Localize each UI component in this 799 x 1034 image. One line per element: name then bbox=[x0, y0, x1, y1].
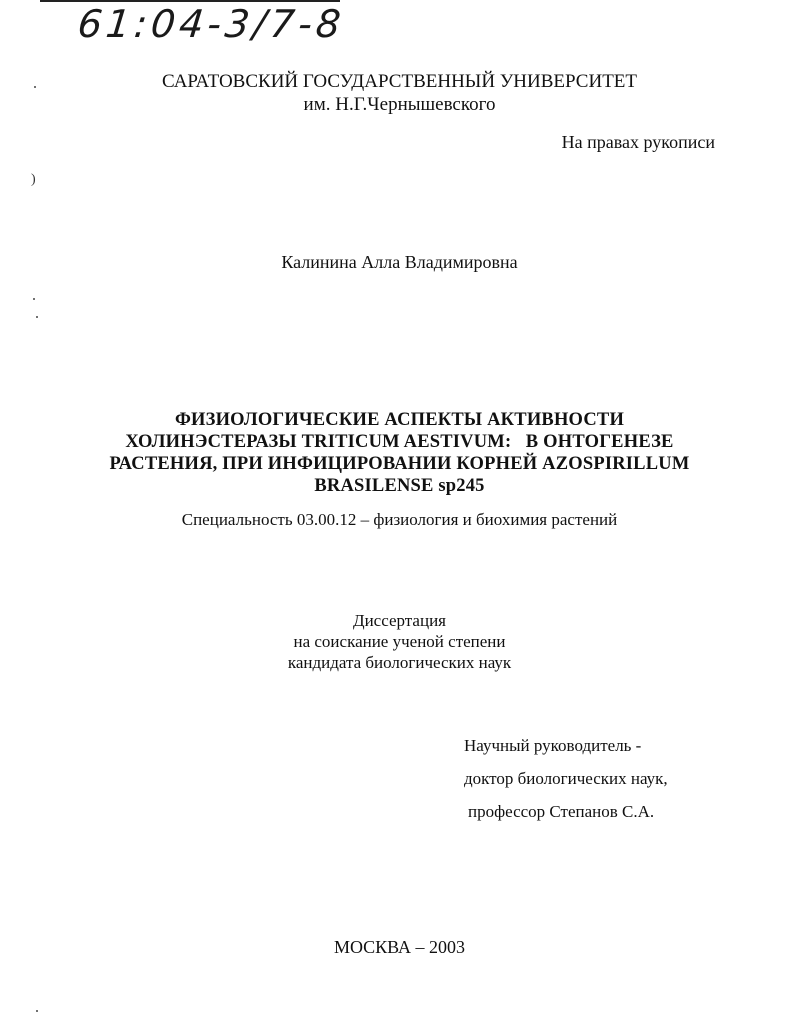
catalog-number: 61:04-3/7-8 bbox=[75, 2, 347, 46]
city-year: МОСКВА – 2003 bbox=[333, 937, 466, 957]
author-name: Калинина Алла Владимировна bbox=[281, 252, 518, 272]
institution-name: САРАТОВСКИЙ ГОСУДАРСТВЕННЫЙ УНИВЕРСИТЕТ bbox=[161, 71, 638, 92]
supervisor-role: Научный руководитель - bbox=[464, 736, 642, 755]
institution-named-after: им. Н.Г.Чернышевского bbox=[303, 94, 496, 115]
supervisor-name: профессор Степанов С.А. bbox=[468, 802, 655, 821]
title-line: ФИЗИОЛОГИЧЕСКИЕ АСПЕКТЫ АКТИВНОСТИ bbox=[174, 410, 625, 430]
scan-speck bbox=[36, 1010, 38, 1012]
degree-line: Диссертация bbox=[352, 611, 446, 630]
institution-block bbox=[0, 70, 799, 116]
degree-line: на соискание ученой степени bbox=[293, 632, 506, 651]
manuscript-note: На правах рукописи bbox=[561, 132, 715, 152]
supervisor-block bbox=[464, 729, 668, 828]
dissertation-title bbox=[0, 409, 799, 497]
degree-block bbox=[0, 610, 799, 673]
title-line: BRASILENSE sp245 bbox=[314, 476, 485, 496]
title-line: РАСТЕНИЯ, ПРИ ИНФИЦИРОВАНИИ КОРНЕЙ AZOSPIRILLUM bbox=[109, 454, 690, 474]
degree-line: кандидата биологических наук bbox=[287, 653, 512, 672]
scan-speck bbox=[33, 298, 35, 300]
margin-mark: ) bbox=[31, 172, 36, 187]
scan-speck bbox=[34, 86, 36, 88]
title-line: ХОЛИНЭСТЕРАЗЫ TRITICUM AESTIVUM: В ОНТОГЕНЕЗЕ bbox=[125, 432, 674, 452]
specialty: Специальность 03.00.12 – физиология и биохимия растений bbox=[181, 510, 618, 529]
supervisor-degree: доктор биологических наук, bbox=[464, 769, 668, 788]
scan-speck bbox=[36, 316, 38, 318]
